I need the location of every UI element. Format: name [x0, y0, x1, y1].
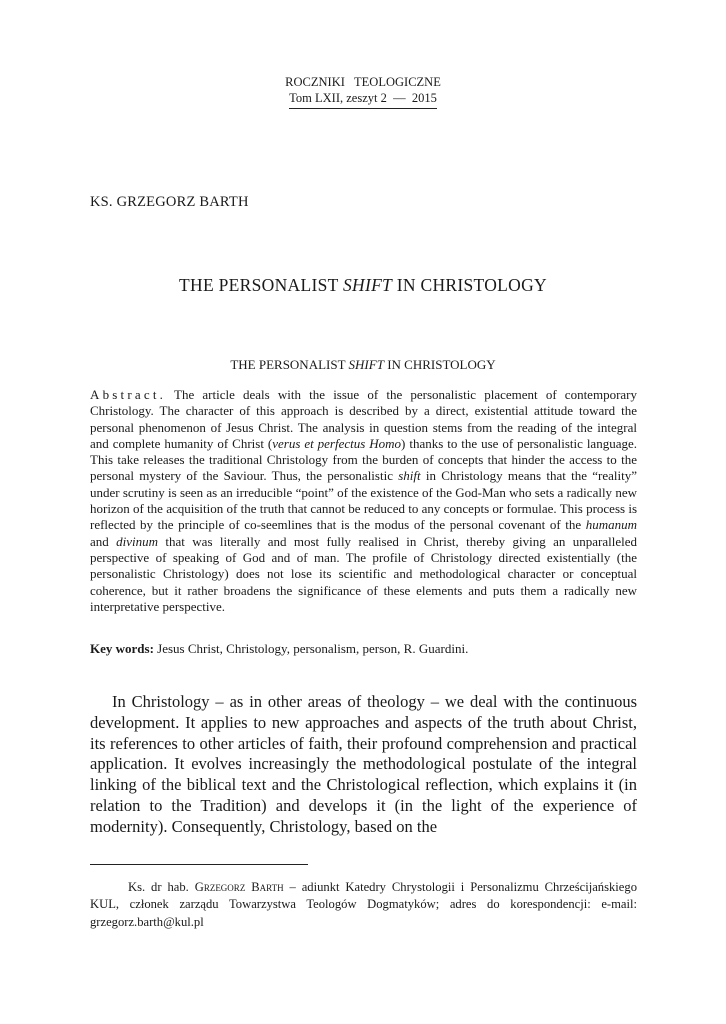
abstract-text: and	[90, 533, 117, 549]
title-part: THE PERSONALIST	[179, 275, 343, 295]
abstract-italic: shift	[398, 468, 421, 484]
abstract-text: ) thanks to the use of personalistic language. This take releases the traditional Christology from the burden of concepts that hinder the access to the personal mystery of the Saviour. Thus, the personalistic	[90, 435, 637, 484]
footnote-text: Ks. dr hab.	[128, 880, 195, 894]
journal-volume: Tom LXII, zeszyt 2 — 2015	[289, 90, 437, 109]
footnote	[90, 879, 637, 931]
abstract-text: in Christology means that the “reality” under scrutiny is seen as an irreducible “point” of the existence of the God-Man who sets a radically new horizon of the acquisition of the truth that cannot be reduced to any concepts or formulae. This process is reflected by the principle of co-seemlines that is the modus of the personal covenant of the	[90, 468, 637, 533]
keywords-text: Jesus Christ, Christology, personalism, person, R. Guardini.	[153, 641, 469, 656]
body-paragraph: In Christology – as in other areas of theology – we deal with the continuous development. It applies to new approaches and aspects of the truth about Christ, its references to other articles of faith, their profound comprehension and practical application. It evolves increasingly the methodological postulate of the integral linking of the biblical text and the Christological reflection, which explains it (in relation to the Tradition) and develops it (in the light of the experience of modernity). Consequently, Christology, based on the	[90, 692, 637, 836]
journal-name: ROCZNIKI TEOLOGICZNE	[285, 75, 441, 89]
heading-italic: SHIFT	[348, 357, 384, 372]
abstract-label: Abstract.	[90, 387, 167, 402]
abstract-text: that was literally and most fully realised in Christ, thereby giving an unparalleled perspective of speaking of God and of man. The profile of Christology directed existentially (the personalistic Christology) does not lose its scientific and methodological character or conceptual coherence, but it rather broadens the significance of these elements and puts them a radically new interpretative perspective.	[90, 533, 637, 614]
keywords-label: Key words:	[90, 641, 154, 656]
article-title	[0, 275, 726, 296]
heading-part: IN CHRISTOLOGY	[383, 357, 496, 372]
keywords	[90, 641, 637, 657]
abstract-italic: verus et perfectus Homo	[272, 435, 402, 451]
abstract-italic: humanum	[585, 517, 637, 533]
heading-part: THE PERSONALIST	[230, 357, 349, 372]
footnote-rule	[90, 864, 308, 865]
title-part: IN CHRISTOLOGY	[392, 275, 547, 295]
abstract	[90, 387, 637, 615]
abstract-italic: divinum	[116, 533, 159, 549]
abstract-text: The article deals with the issue of the personalistic placement of contemporary Christology. The character of this approach is described by a direct, existential attitude toward the personal phenomenon of Jesus Christ. The analysis in question stems from the reading of the integral and complete humanity of Christ (	[90, 387, 637, 451]
author-name: KS. GRZEGORZ BARTH	[90, 194, 249, 210]
journal-header	[0, 74, 726, 109]
title-italic: SHIFT	[342, 275, 393, 295]
footnote-text: – adiunkt Katedry Chrystologii i Personalizmu Chrześcijańskiego KUL, członek zarządu Towarzystwa Teologów Dogmatyków; adres do korespondencji: e-mail: grzegorz.barth@kul.pl	[90, 880, 637, 929]
abstract-heading	[0, 357, 726, 373]
footnote-author: Grzegorz Barth	[194, 880, 284, 894]
